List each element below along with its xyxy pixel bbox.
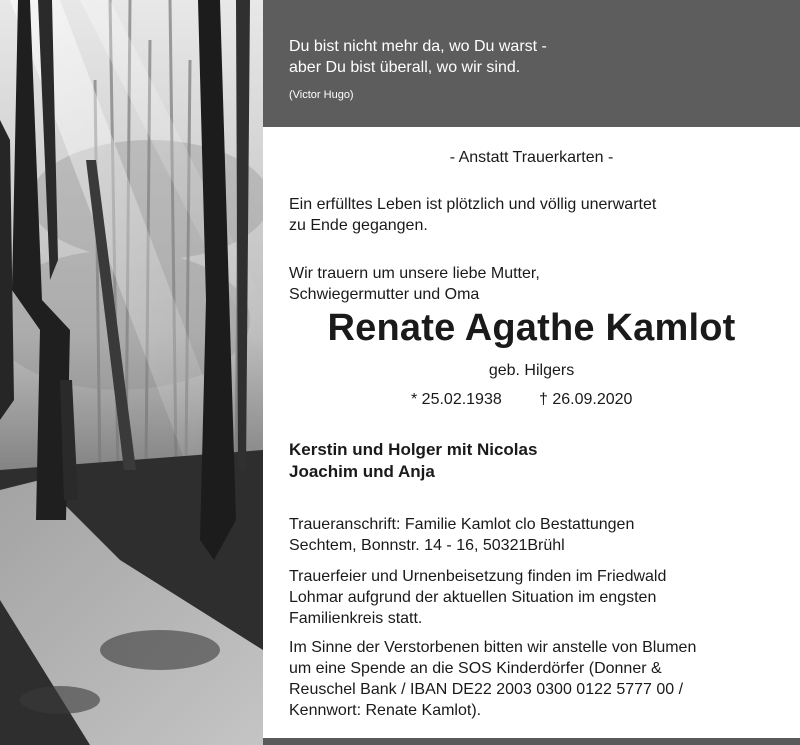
intro-line-2: zu Ende gegangen.: [289, 217, 428, 234]
ceremony-line-3: Familienkreis statt.: [289, 610, 423, 627]
ceremony-line-2: Lohmar aufgrund der aktuellen Situation im engsten: [289, 589, 657, 606]
intro-line-1: Ein erfülltes Leben ist plötzlich und völlig unerwartet: [289, 196, 657, 213]
mourn-line-1: Wir trauern um unsere liebe Mutter,: [289, 265, 540, 282]
death-date: † 26.09.2020: [539, 391, 633, 408]
family-line-1: Kerstin und Holger mit Nicolas: [289, 440, 538, 459]
family-line-2: Joachim und Anja: [289, 462, 435, 481]
maiden-name: geb. Hilgers: [488, 362, 575, 379]
birth-date: * 25.02.1938: [411, 391, 502, 408]
quote-attribution: (Victor Hugo): [289, 89, 354, 101]
quote-line-1: Du bist nicht mehr da, wo Du warst -: [289, 38, 547, 55]
notice-header: - Anstatt Trauerkarten -: [449, 149, 614, 166]
donation-line-1: Im Sinne der Verstorbenen bitten wir anstelle von Blumen: [289, 639, 697, 656]
forest-photo: [0, 0, 263, 745]
address-line-2: Sechtem, Bonnstr. 14 - 16, 50321Brühl: [289, 537, 565, 554]
donation-line-3: Reuschel Bank / IBAN DE22 2003 0300 0122 5777 00 /: [289, 681, 684, 698]
mourn-line-2: Schwiegermutter und Oma: [289, 286, 480, 303]
ceremony-line-1: Trauerfeier und Urnenbeisetzung finden im Friedwald: [289, 568, 667, 585]
donation-line-2: um eine Spende an die SOS Kinderdörfer (Donner &: [289, 660, 662, 677]
quote: [289, 36, 547, 78]
address-line-1: Traueranschrift: Familie Kamlot clo Bestattungen: [289, 516, 635, 533]
quote-line-2: aber Du bist überall, wo wir sind.: [289, 59, 521, 76]
deceased-name: Renate Agathe Kamlot: [327, 307, 736, 349]
donation-line-4: Kennwort: Renate Kamlot).: [289, 702, 482, 719]
